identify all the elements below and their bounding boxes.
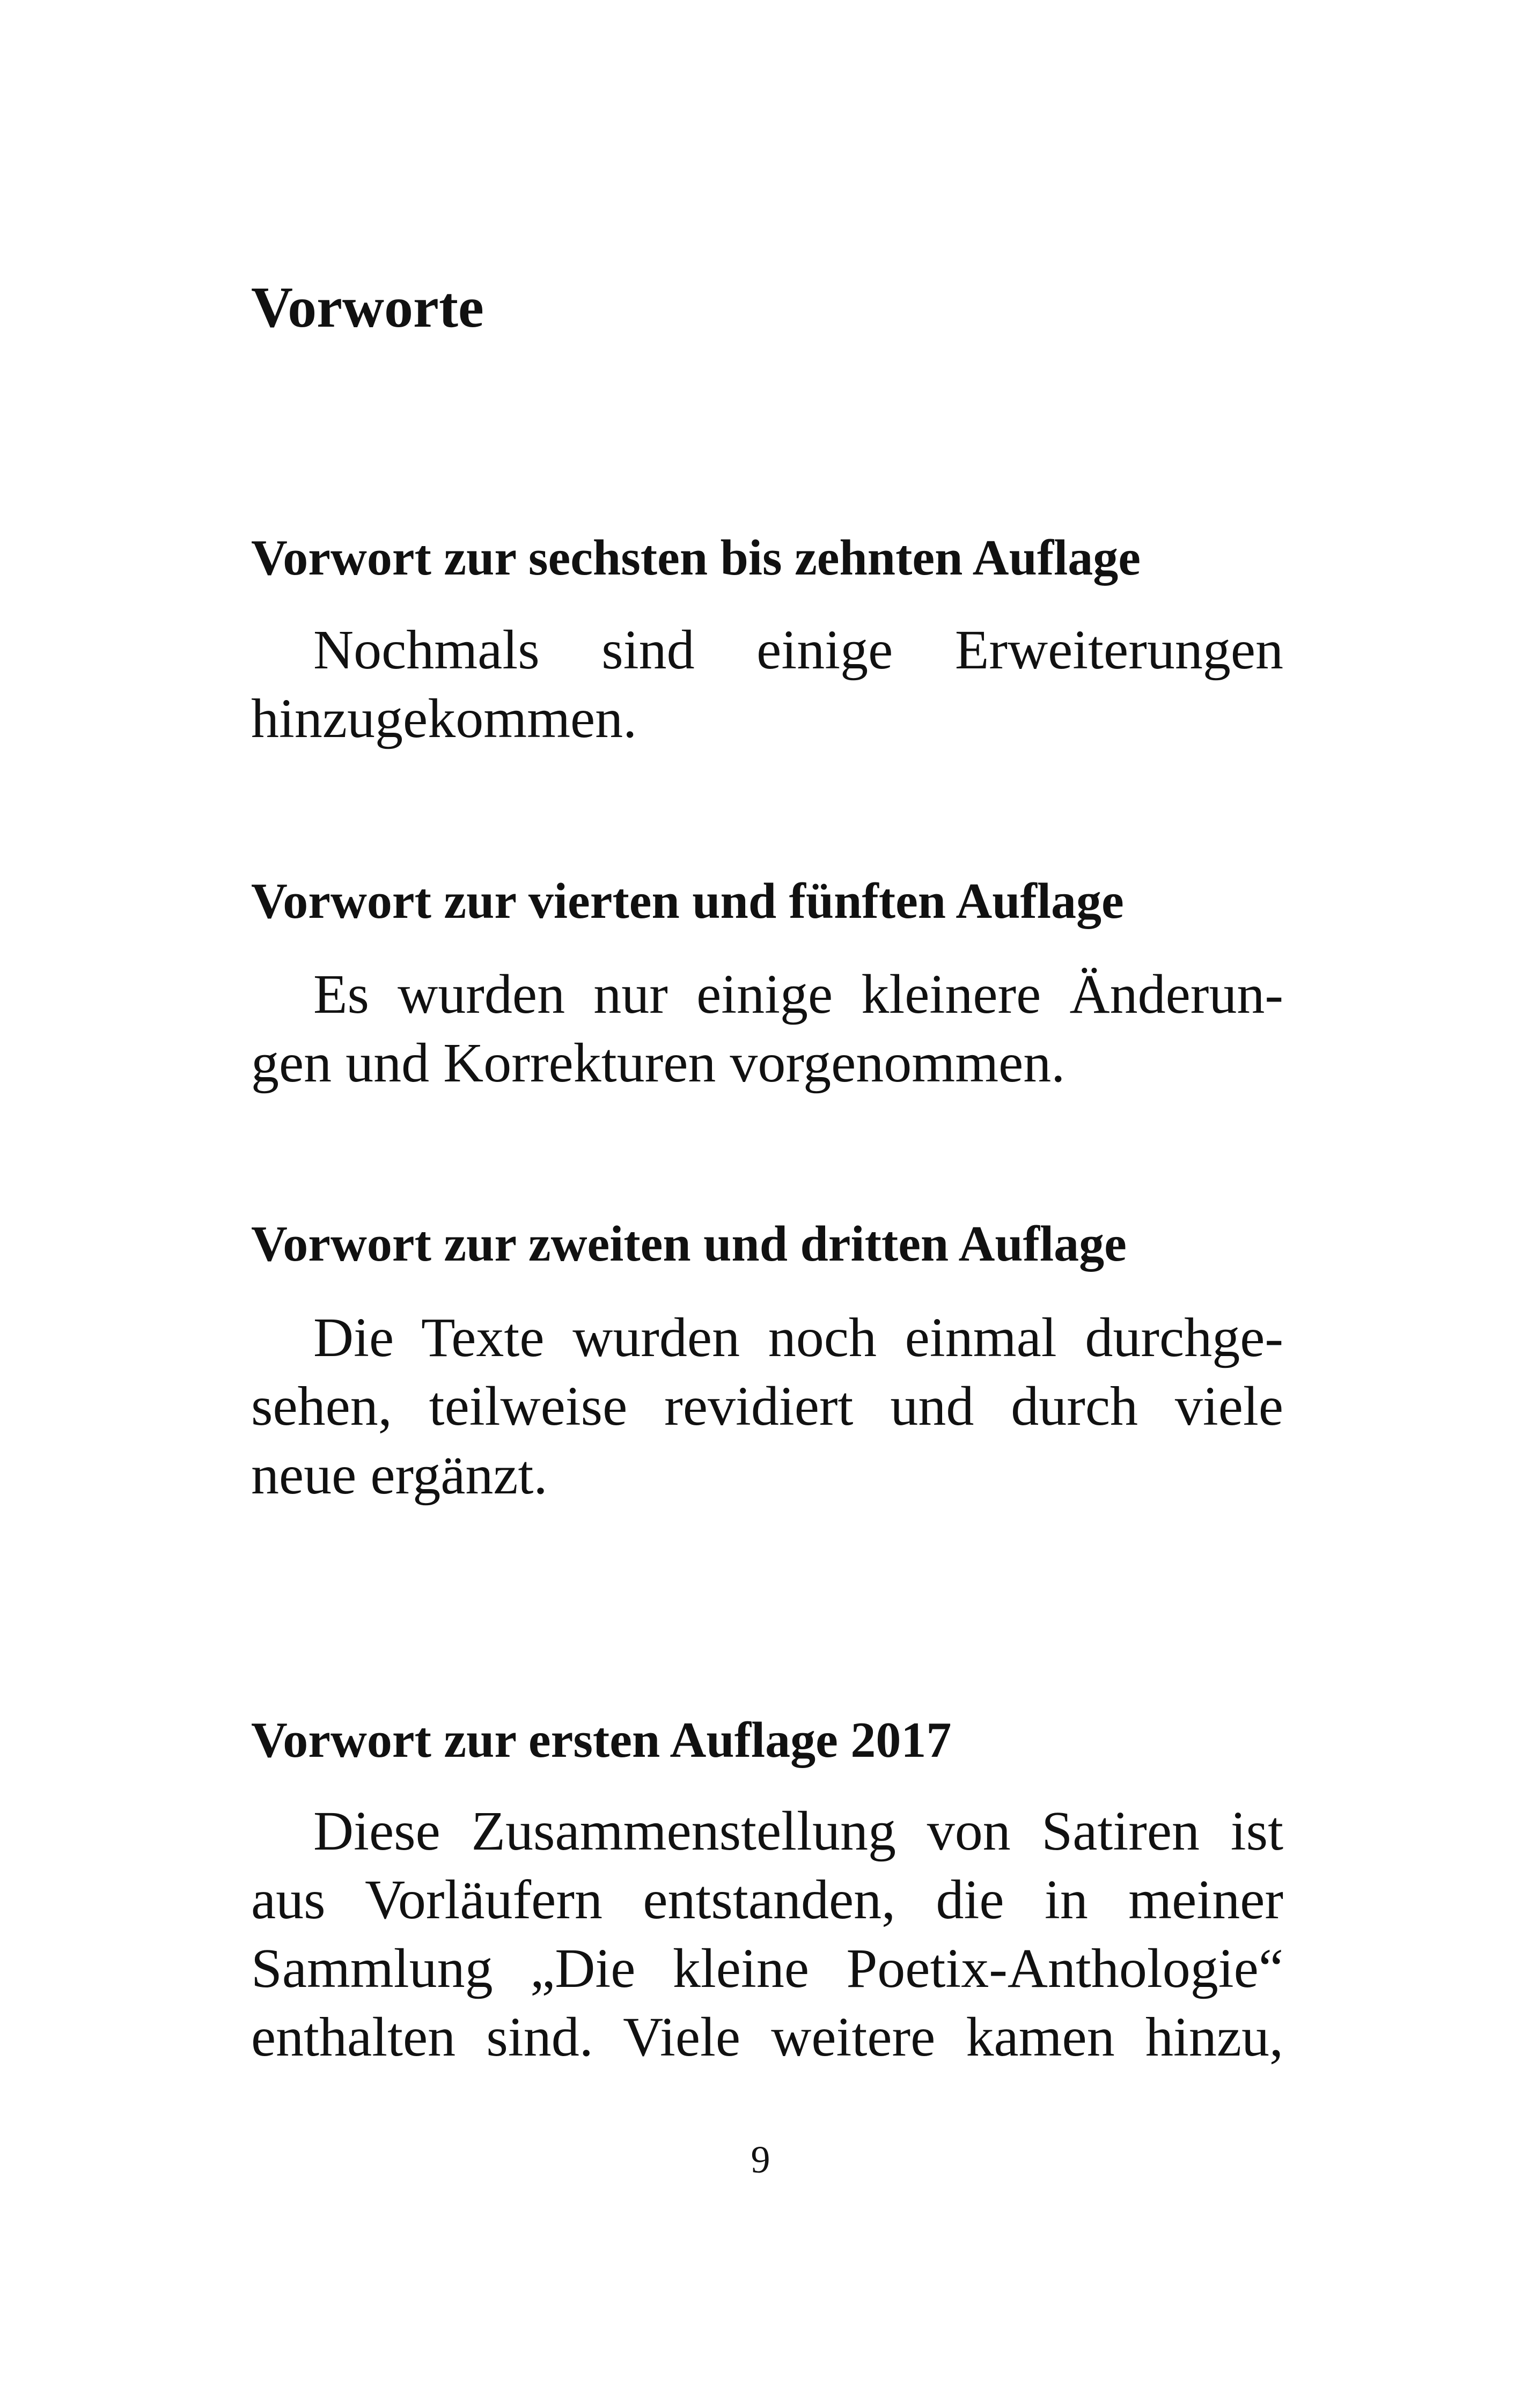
section-heading-fourth-fifth: Vorwort zur vierten und fünften Auflage [251,873,1124,929]
section-heading-first-edition: Vorwort zur ersten Auflage 2017 [251,1712,952,1768]
paragraph-line: neue ergänzt. [251,1444,548,1506]
paragraph-line: gen und Korrekturen vorgenommen. [251,1032,1066,1094]
section-heading-sixth-to-tenth: Vorwort zur sechsten bis zehnten Auflage [251,530,1141,586]
section-paragraph-second-third [251,1304,1283,1509]
paragraph-line: Die Texte wurden noch einmal durchge- [313,1307,1283,1368]
paragraph-line: hinzugekommen. [251,688,637,749]
page-number: 9 [751,2138,770,2181]
section-paragraph-sixth-to-tenth [251,616,1283,753]
paragraph-line: sehen, teilweise revidiert und durch viele [251,1375,1283,1437]
paragraph-line: aus Vorläufern entstanden, die in meiner [251,1869,1283,1931]
section-paragraph-first-edition [251,1797,1283,2072]
paragraph-line: Diese Zusammenstellung von Satiren ist [313,1800,1283,1862]
page-title: Vorworte [251,276,484,340]
paragraph-line: Sammlung „Die kleine Poetix-Anthologie“ [251,1938,1283,1999]
paragraph-line: Es wurden nur einige kleinere Änderun- [313,963,1283,1025]
paragraph-line: Nochmals sind einige Erweiterungen [313,619,1283,681]
section-heading-second-third: Vorwort zur zweiten und dritten Auflage [251,1216,1127,1272]
paragraph-line: enthalten sind. Viele weitere kamen hinzu, [251,2006,1283,2068]
section-paragraph-fourth-fifth [251,960,1283,1098]
